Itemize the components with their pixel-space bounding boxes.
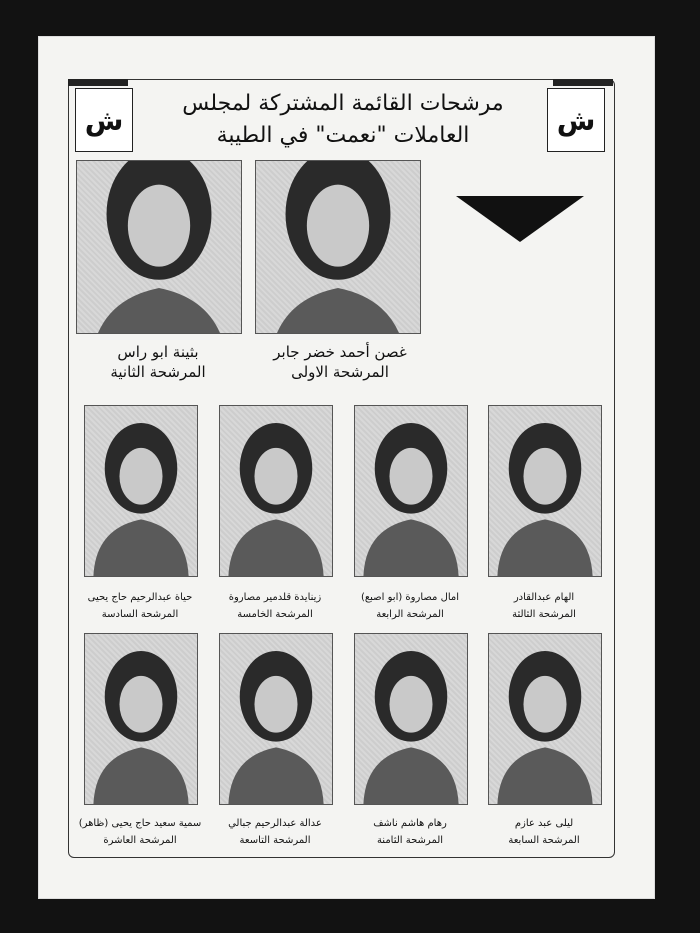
candidate-name: سمية سعيد حاج يحيى (ظاهر) (78, 818, 202, 829)
candidate-photo (488, 405, 602, 577)
candidate-rank: المرشحة الثامنة (376, 835, 444, 846)
corner-bar-right (553, 79, 613, 86)
portrait-silhouette-icon (220, 634, 332, 804)
candidate-name: بثينة ابو راس (117, 343, 199, 361)
title-line-1: مرشحات القائمة المشتركة لمجلس (182, 91, 504, 116)
portrait-silhouette-icon (355, 634, 467, 804)
corner-bar-left (68, 79, 128, 86)
candidate-name: زينايدة قلدمير مصاروة (228, 592, 322, 603)
candidate-rank: المرشحة السابعة (508, 835, 580, 846)
candidate-caption (340, 815, 480, 849)
candidate-caption (205, 815, 345, 849)
portrait-silhouette-icon (85, 634, 197, 804)
candidate-caption (205, 589, 345, 623)
portrait-silhouette-icon (85, 406, 197, 576)
leaflet-page (38, 36, 655, 899)
portrait-silhouette-icon (220, 406, 332, 576)
candidate-photo (255, 160, 421, 334)
letter-badge-left: ش (75, 88, 133, 152)
candidate-caption (88, 342, 228, 382)
candidate-rank: المرشحة السادسة (101, 609, 179, 620)
candidate-caption (70, 815, 210, 849)
candidate-name: حياة عبدالرحيم حاج يحيى (87, 592, 193, 603)
arrow-down-icon (456, 196, 584, 242)
candidate-photo (84, 633, 198, 805)
candidate-caption (474, 815, 614, 849)
candidate-rank: المرشحة الخامسة (237, 609, 313, 620)
candidate-caption (474, 589, 614, 623)
candidate-rank: المرشحة العاشرة (103, 835, 177, 846)
candidate-photo (219, 633, 333, 805)
candidate-caption (340, 589, 480, 623)
candidate-photo (219, 405, 333, 577)
portrait-silhouette-icon (489, 634, 601, 804)
title-line-2: العاملات "نعمت" في الطيبة (216, 123, 470, 148)
candidate-rank: المرشحة الثانية (110, 363, 206, 381)
candidate-photo (354, 633, 468, 805)
portrait-silhouette-icon (355, 406, 467, 576)
candidate-name: ليلى عبد عازم (514, 818, 574, 829)
candidate-photo (488, 633, 602, 805)
candidate-caption (250, 342, 430, 382)
candidate-name: امال مصاروة (ابو اصبع) (360, 592, 460, 603)
page-title (148, 88, 538, 152)
portrait-silhouette-icon (77, 161, 241, 333)
candidate-rank: المرشحة الرابعة (376, 609, 444, 620)
candidate-name: عدالة عبدالرحيم جبالي (228, 818, 322, 829)
portrait-silhouette-icon (489, 406, 601, 576)
candidate-rank: المرشحة الاولى (291, 363, 389, 381)
candidate-photo (84, 405, 198, 577)
candidate-name: غصن أحمد خضر جابر (273, 343, 407, 361)
candidate-name: رهام هاشم ناشف (373, 818, 447, 829)
candidate-photo (354, 405, 468, 577)
portrait-silhouette-icon (256, 161, 420, 333)
candidate-rank: المرشحة الثالثة (512, 609, 576, 620)
candidate-photo (76, 160, 242, 334)
candidate-caption (70, 589, 210, 623)
letter-badge-right: ش (547, 88, 605, 152)
candidate-rank: المرشحة التاسعة (239, 835, 311, 846)
candidate-name: الهام عبدالقادر (513, 592, 575, 603)
